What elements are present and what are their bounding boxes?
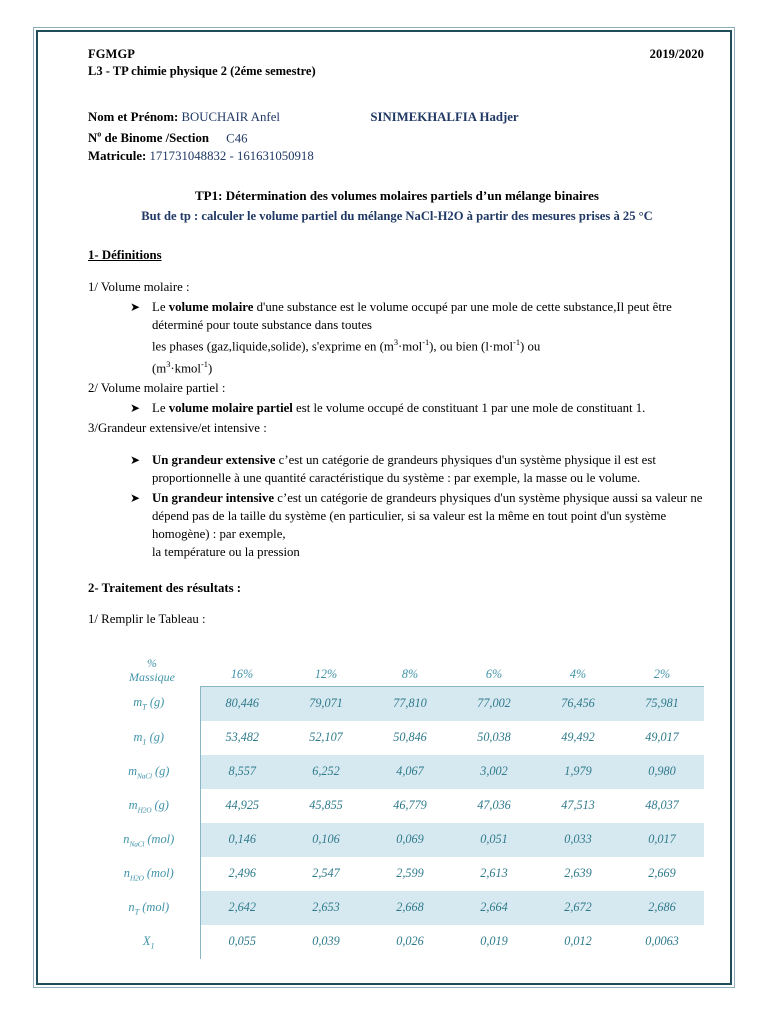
- section-1-heading: 1- Définitions: [88, 248, 162, 263]
- row-label: $n_T$ (mol): [104, 891, 200, 925]
- faculty-code: FGMGP: [88, 47, 136, 61]
- column-header: 16%: [200, 644, 284, 687]
- row-label: $m_{H2O}$ (g): [104, 789, 200, 823]
- results-table: [104, 644, 704, 959]
- table-cell: 2,599: [396, 866, 424, 881]
- matricule-label: Matricule: [88, 149, 143, 164]
- row-label: $m_{NaCl}$ (g): [104, 755, 200, 789]
- academic-year: 2019/2020: [649, 47, 704, 61]
- page-border-outer: [33, 27, 735, 988]
- table-cell: 2,653: [284, 891, 368, 925]
- table-cell: 4,067: [368, 755, 452, 789]
- definition-1-text: Le volume molaire d'une substance est le volume occupé par une mole de cette substance,Il peut être déterminé pour toute substance dans toutes les phases (gaz,liquide,solide), s'exprime en $(m^3\cdot mol^{-1})$, ou bien (l·mol$^{-1}$) ou $(m^3\cdot kmol^{-1})$: [152, 300, 672, 375]
- identity-block: [88, 108, 706, 165]
- definition-2-title: 2/ Volume molaire partiel :: [88, 380, 226, 395]
- table-cell: 8,557: [200, 755, 284, 789]
- table-cell: 76,456: [536, 686, 620, 721]
- arrow-bullet-icon: ➤: [130, 452, 141, 467]
- table-cell: 49,017: [645, 730, 679, 745]
- table-cell: 52,107: [309, 730, 343, 745]
- table-cell: 2,496: [228, 866, 256, 881]
- table-cell: 2,669: [648, 866, 676, 881]
- matricule-1: 171731048832: [149, 149, 227, 164]
- table-cell: 2,668: [368, 891, 452, 925]
- table-cell: 0,980: [620, 755, 704, 789]
- results-table-head: [104, 644, 704, 687]
- table-cell: 0,017: [620, 823, 704, 857]
- name-label: Nom et Prénom:: [88, 110, 179, 124]
- table-cell: 0,146: [200, 823, 284, 857]
- table-cell: 0,033: [536, 823, 620, 857]
- definition-2-text: Le volume molaire partiel est le volume occupé de constituant 1 par une mole de constituant 1.: [152, 400, 646, 415]
- column-header: 6%: [452, 644, 536, 687]
- table-cell: 50,846: [393, 730, 427, 745]
- table-cell: 0,069: [368, 823, 452, 857]
- row-label: $X_1$: [104, 925, 200, 959]
- definition-2-bullet: [88, 399, 706, 417]
- matricule-dash: -: [229, 149, 234, 164]
- matricule-colon: :: [142, 149, 147, 164]
- table-cell: 2,672: [536, 891, 620, 925]
- document-body: [38, 32, 730, 983]
- student-name-1: BOUCHAIR Anfel: [181, 110, 280, 124]
- corner-line-1: %: [147, 656, 157, 671]
- column-header: 12%: [284, 644, 368, 687]
- course-line: L3 - TP chimie physique 2 (2éme semestre): [88, 64, 316, 78]
- binome-section-line: [88, 126, 706, 147]
- arrow-bullet-icon: ➤: [130, 400, 141, 415]
- matricule-2: 161631050918: [236, 149, 314, 164]
- arrow-bullet-icon: ➤: [130, 490, 141, 505]
- table-cell: 47,513: [561, 798, 595, 813]
- table-cell: 0,106: [284, 823, 368, 857]
- table-cell: 75,981: [620, 686, 704, 721]
- table-cell: 2,686: [620, 891, 704, 925]
- table-header-row: [104, 644, 704, 687]
- table-cell: 6,252: [284, 755, 368, 789]
- table-cell: 0,0063: [645, 934, 679, 949]
- row-label: $n_{NaCl}$ (mol): [104, 823, 200, 857]
- table-cell: 2,642: [200, 891, 284, 925]
- results-table-body: [104, 686, 704, 959]
- table-row: [104, 823, 704, 857]
- row-label: $n_{H2O}$ (mol): [104, 857, 200, 891]
- section-2-subheading: 1/ Remplir le Tableau :: [88, 611, 206, 626]
- table-row: [104, 891, 704, 925]
- student-names-line: [88, 108, 706, 126]
- table-cell: 49,492: [561, 730, 595, 745]
- table-row: [104, 755, 704, 789]
- table-cell: 53,482: [225, 730, 259, 745]
- table-cell: 2,664: [452, 891, 536, 925]
- table-row: [104, 721, 704, 755]
- table-cell: 45,855: [309, 798, 343, 813]
- binome-label-superscript: o: [97, 130, 102, 139]
- table-cell: 1,979: [536, 755, 620, 789]
- tp-goal: But de tp : calculer le volume partiel du mélange NaCl-H2O à partir des mesures prises à 25 °C: [141, 209, 653, 224]
- table-cell: 46,779: [393, 798, 427, 813]
- column-header: 8%: [368, 644, 452, 687]
- binome-label: $N^o$ de Binome /Section: [88, 130, 209, 146]
- corner-line-2: Massique: [129, 670, 175, 685]
- row-label: $m_1$ (g): [104, 721, 200, 755]
- grandeur-extensive-text: Un grandeur extensive c’est un catégorie de grandeurs physiques d'un système physique il est est proportionnelle à une quantité caractéristique du système : par exemple, la masse ou le volume.: [152, 452, 656, 485]
- definition-3-title: 3/Grandeur extensive/et intensive :: [88, 420, 267, 435]
- table-cell: 47,036: [477, 798, 511, 813]
- table-cell: 0,019: [480, 934, 508, 949]
- definition-3-bullet-extensive: [88, 451, 706, 487]
- table-cell: 2,547: [312, 866, 340, 881]
- table-cell: 0,051: [452, 823, 536, 857]
- definition-1-title: 1/ Volume molaire :: [88, 280, 190, 295]
- table-cell: 2,613: [480, 866, 508, 881]
- table-cell: 2,639: [564, 866, 592, 881]
- row-label: $m_T$ (g): [104, 686, 200, 721]
- table-cell: 3,002: [452, 755, 536, 789]
- definition-1-bullet: [88, 298, 706, 377]
- table-cell: 0,039: [312, 934, 340, 949]
- table-cell: 0,012: [564, 934, 592, 949]
- page-border-inner: [36, 30, 732, 985]
- results-table-container: [88, 644, 706, 959]
- matricule-line: [88, 147, 706, 165]
- section-2-heading: 2- Traitement des résultats :: [88, 580, 242, 595]
- table-cell: 44,925: [225, 798, 259, 813]
- section-1: [88, 226, 706, 561]
- grandeur-intensive-text: Un grandeur intensive c’est un catégorie de grandeurs physiques d'un système physique aussi sa valeur ne dépend pas de la taille du système (en particulier, si sa valeur est la même en tout point d'un système homogène) : par exemple, la température ou la pression: [152, 490, 703, 559]
- table-cell: 77,810: [368, 686, 452, 721]
- table-cell: 0,026: [396, 934, 424, 949]
- definition-3-bullet-intensive: [88, 489, 706, 561]
- table-cell: 50,038: [477, 730, 511, 745]
- table-row: [104, 789, 704, 823]
- table-cell: 79,071: [284, 686, 368, 721]
- table-cell: 80,446: [200, 686, 284, 721]
- table-cell: 77,002: [452, 686, 536, 721]
- table-corner-header: [104, 644, 200, 687]
- title-block: [88, 187, 706, 226]
- arrow-bullet-icon: ➤: [130, 300, 141, 315]
- table-row: [104, 686, 704, 721]
- table-cell: 0,055: [228, 934, 256, 949]
- column-header: 4%: [536, 644, 620, 687]
- column-header: 2%: [620, 644, 704, 687]
- section-2: [88, 581, 706, 628]
- student-name-2: SINIMEKHALFIA Hadjer: [370, 110, 519, 124]
- section-value: C46: [226, 131, 248, 146]
- table-row: [104, 925, 704, 959]
- table-row: [104, 857, 704, 891]
- tp-title: TP1: Détermination des volumes molaires partiels d’un mélange binaires: [195, 188, 599, 204]
- document-header: [88, 46, 706, 63]
- table-cell: 48,037: [645, 798, 679, 813]
